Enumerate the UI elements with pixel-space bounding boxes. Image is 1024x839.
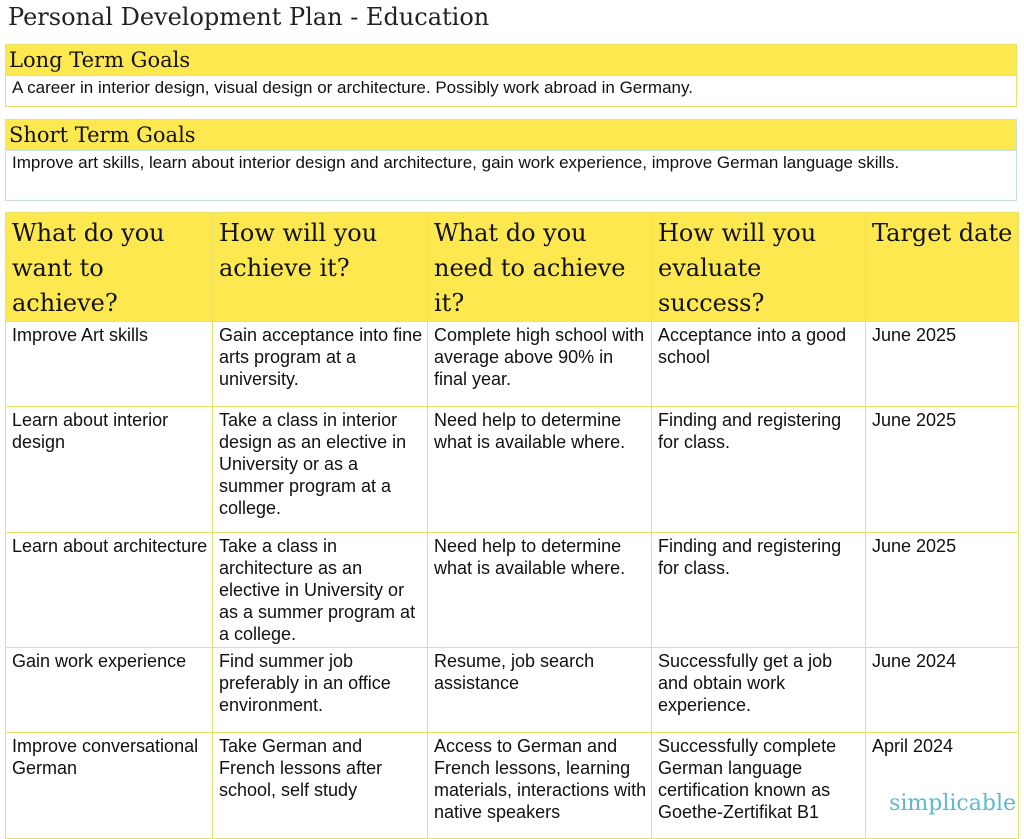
- header-target-date: Target date: [866, 213, 1019, 322]
- cell-method: Take a class in architecture as an elective in University or as a summer program at a college.: [213, 533, 428, 648]
- short-term-goals-heading: Short Term Goals: [6, 120, 1016, 151]
- cell-evaluation: Successfully get a job and obtain work experience.: [652, 648, 866, 733]
- cell-goal: Improve Art skills: [6, 322, 213, 407]
- cell-evaluation: Successfully complete German language certification known as Goethe-Zertifikat B1: [652, 733, 866, 839]
- header-evaluation: How will you evaluate success?: [652, 213, 866, 322]
- cell-needs: Resume, job search assistance: [428, 648, 652, 733]
- cell-goal: Improve conversational German: [6, 733, 213, 839]
- long-term-goals-section: [5, 44, 1017, 107]
- cell-method: Gain acceptance into fine arts program at a university.: [213, 322, 428, 407]
- cell-target-date: June 2025: [866, 407, 1019, 533]
- cell-goal: Learn about interior design: [6, 407, 213, 533]
- cell-target-date: June 2025: [866, 322, 1019, 407]
- table-row: [6, 733, 1019, 839]
- cell-method: Take German and French lessons after school, self study: [213, 733, 428, 839]
- table-row: [6, 533, 1019, 648]
- cell-method: Take a class in interior design as an elective in University or as a summer program at a college.: [213, 407, 428, 533]
- short-term-goals-section: [5, 119, 1017, 201]
- cell-method: Find summer job preferably in an office environment.: [213, 648, 428, 733]
- header-method: How will you achieve it?: [213, 213, 428, 322]
- cell-goal: Gain work experience: [6, 648, 213, 733]
- page-title: Personal Development Plan - Education: [8, 3, 490, 31]
- brand-watermark: simplicable: [889, 791, 1016, 816]
- cell-evaluation: Finding and registering for class.: [652, 533, 866, 648]
- long-term-goals-heading: Long Term Goals: [6, 45, 1016, 75]
- cell-evaluation: Finding and registering for class.: [652, 407, 866, 533]
- cell-needs: Access to German and French lessons, learning materials, interactions with native speakers: [428, 733, 652, 839]
- header-goal: What do you want to achieve?: [6, 213, 213, 322]
- cell-needs: Need help to determine what is available where.: [428, 407, 652, 533]
- table-header-row: [6, 213, 1019, 322]
- header-needs: What do you need to achieve it?: [428, 213, 652, 322]
- cell-target-date: June 2024: [866, 648, 1019, 733]
- cell-needs: Complete high school with average above 90% in final year.: [428, 322, 652, 407]
- table-row: [6, 322, 1019, 407]
- long-term-goals-text: A career in interior design, visual design or architecture. Possibly work abroad in Germany.: [6, 75, 1016, 109]
- table-row: [6, 648, 1019, 733]
- short-term-goals-text: Improve art skills, learn about interior design and architecture, gain work experience, improve German language skills.: [12, 153, 900, 172]
- cell-goal: Learn about architecture: [6, 533, 213, 648]
- cell-evaluation: Acceptance into a good school: [652, 322, 866, 407]
- cell-target-date: June 2025: [866, 533, 1019, 648]
- cell-target-date: April 2024: [866, 733, 1019, 839]
- cell-needs: Need help to determine what is available where.: [428, 533, 652, 648]
- plan-table: [5, 212, 1019, 839]
- table-row: [6, 407, 1019, 533]
